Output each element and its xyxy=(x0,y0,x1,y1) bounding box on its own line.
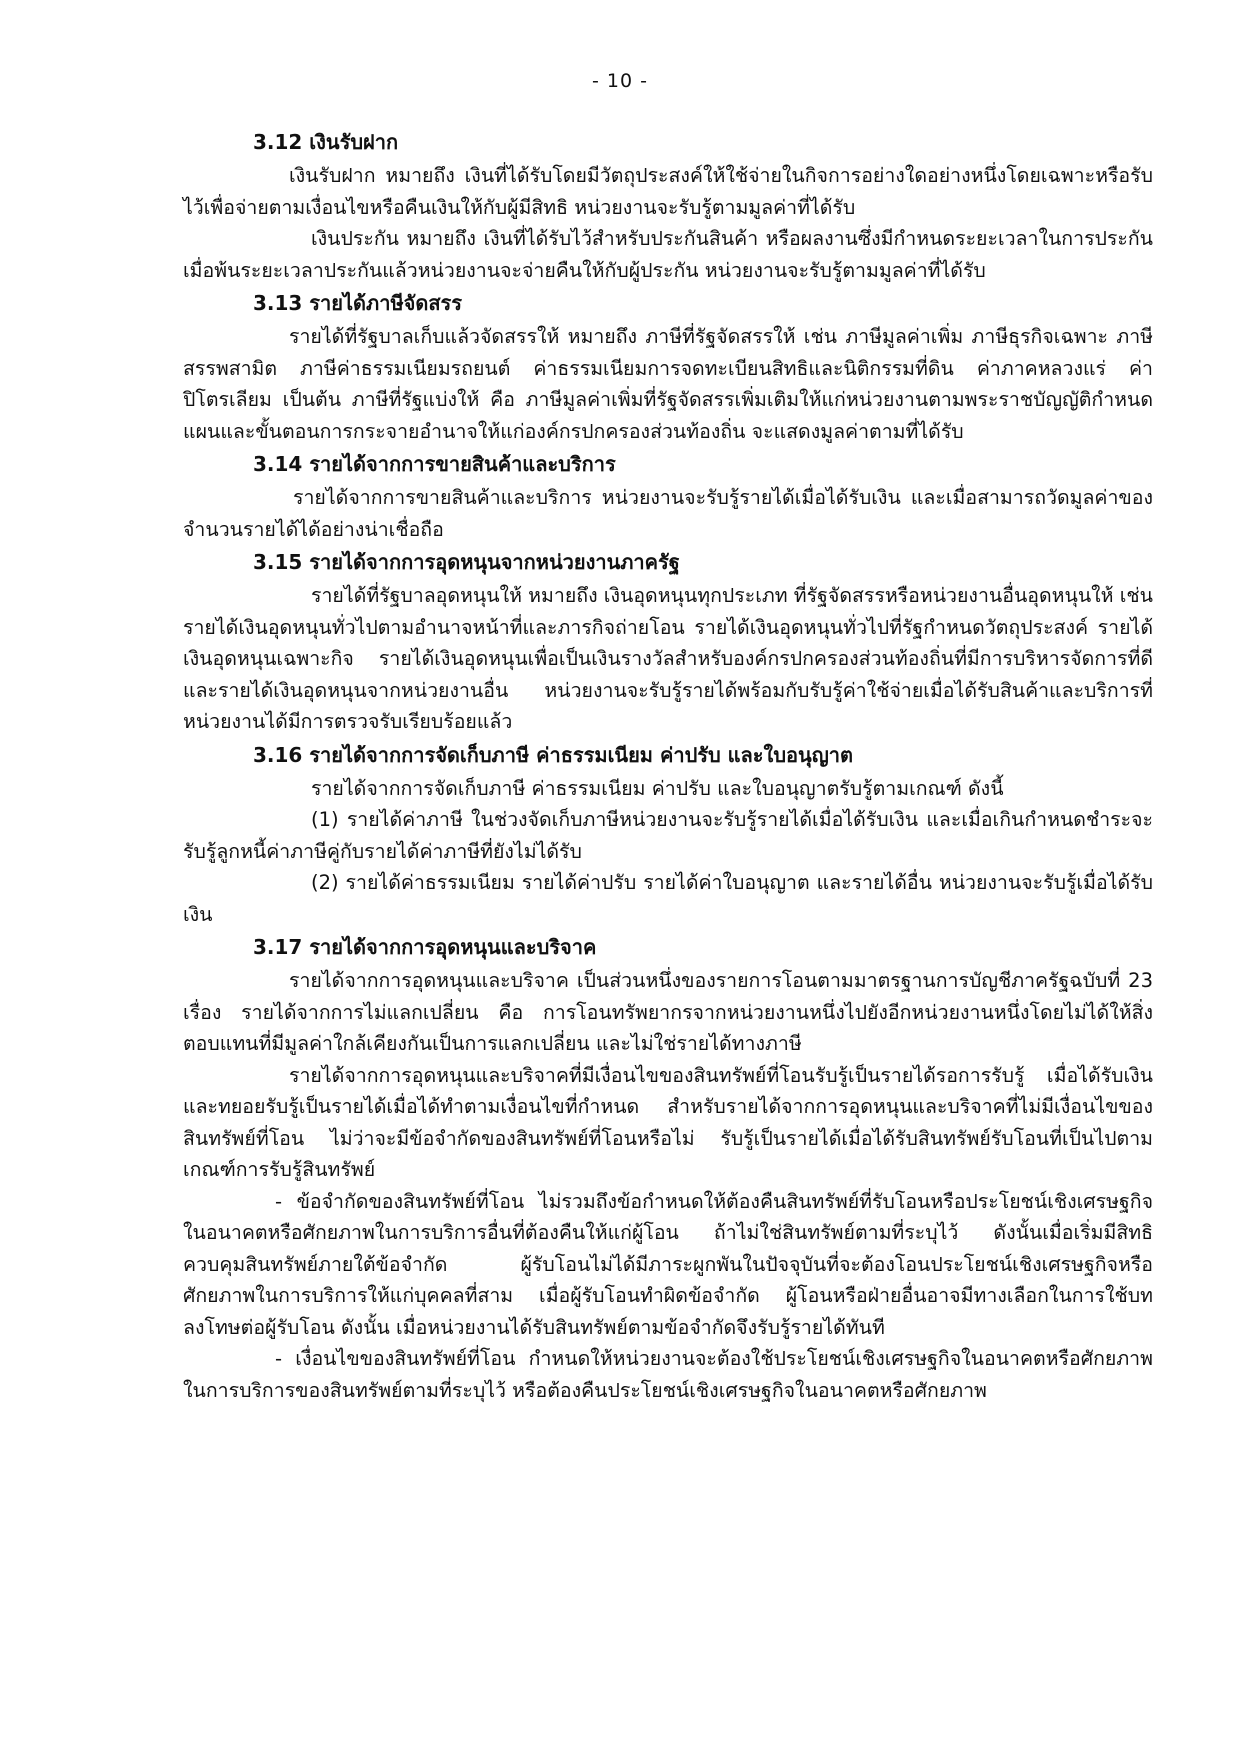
paragraph: รายได้จากการอุดหนุนและบริจาคที่มีเงื่อนไขของสินทรัพย์ที่โอนรับรู้เป็นรายได้รอการรับรู้ เมื่อได้รับเงินและทยอยรับรู้เป็นรายได้เมื่อได้ทำตามเงื่อนไขที่กำหนด สำหรับรายได้จากการอุดหนุนและบริจาคที่ไม่มีเงื่อนไขของสินทรัพย์ที่โอน ไม่ว่าจะมีข้อจำกัดของสินทรัพย์ที่โอนหรือไม่ รับรู้เป็นรายได้เมื่อได้รับสินทรัพย์รับโอนที่เป็นไปตามเกณฑ์การรับรู้สินทรัพย์ xyxy=(183,1063,1153,1181)
paragraph: - เงื่อนไขของสินทรัพย์ที่โอน กำหนดให้หน่วยงานจะต้องใช้ประโยชน์เชิงเศรษฐกิจในอนาคตหรือศักยภาพในการบริการของสินทรัพย์ตามที่ระบุไว้ หรือต้องคืนประโยชน์เชิงเศรษฐกิจในอนาคตหรือศักยภาพ xyxy=(183,1347,1153,1402)
paragraph: รายได้จากการอุดหนุนและบริจาค เป็นส่วนหนึ่งของรายการโอนตามมาตรฐานการบัญชีภาครัฐฉบับที่ 23 เรื่อง รายได้จากการไม่แลกเปลี่ยน คือ การโอนทรัพยากรจากหน่วยงานหนึ่งไปยังอีกหน่วยงานหนึ่งโดยไม่ได้ให้สิ่งตอบแทนที่มีมูลค่าใกล้เคียงกันเป็นการแลกเปลี่ยน และไม่ใช่รายได้ทางภาษี xyxy=(183,969,1153,1055)
paragraph: เงินประกัน หมายถึง เงินที่ได้รับไว้สำหรับประกันสินค้า หรือผลงานซึ่งมีกำหนดระยะเวลาในการประกัน เมื่อพ้นระยะเวลาประกันแล้วหน่วยงานจะจ่ายคืนให้กับผู้ประกัน หน่วยงานจะรับรู้ตามมูลค่าที่ได้รับ xyxy=(183,227,1153,282)
paragraph: รายได้จากการขายสินค้าและบริการ หน่วยงานจะรับรู้รายได้เมื่อได้รับเงิน และเมื่อสามารถวัดมูลค่าของจำนวนรายได้ได้อย่างน่าเชื่อถือ xyxy=(183,486,1153,541)
section-heading: 3.15 รายได้จากการอุดหนุนจากหน่วยงานภาครัฐ xyxy=(253,550,680,574)
section-heading: 3.13 รายได้ภาษีจัดสรร xyxy=(253,291,463,315)
paragraph: - ข้อจำกัดของสินทรัพย์ที่โอน ไม่รวมถึงข้อกำหนดให้ต้องคืนสินทรัพย์ที่รับโอนหรือประโยชน์เชิงเศรษฐกิจในอนาคตหรือศักยภาพในการบริการอื่นที่ต้องคืนให้แก่ผู้โอน ถ้าไม่ใช่สินทรัพย์ตามที่ระบุไว้ ดังนั้นเมื่อเริ่มมีสิทธิควบคุมสินทรัพย์ภายใต้ข้อจำกัด ผู้รับโอนไม่ได้มีภาระผูกพันในปัจจุบันที่จะต้องโอนประโยชน์เชิงเศรษฐกิจหรือศักยภาพในการบริการให้แก่บุคคลที่สาม เมื่อผู้รับโอนทำผิดข้อจำกัด ผู้โอนหรือฝ่ายอื่นอาจมีทางเลือกในการใช้บทลงโทษต่อผู้รับโอน ดังนั้น เมื่อหน่วยงานได้รับสินทรัพย์ตามข้อจำกัดจึงรับรู้รายได้ทันที xyxy=(183,1189,1153,1339)
section-heading: 3.14 รายได้จากการขายสินค้าและบริการ xyxy=(253,452,616,476)
paragraph: เงินรับฝาก หมายถึง เงินที่ได้รับโดยมีวัตถุประสงค์ให้ใช้จ่ายในกิจการอย่างใดอย่างหนึ่งโดยเฉพาะหรือรับไว้เพื่อจ่ายตามเงื่อนไขหรือคืนเงินให้กับผู้มีสิทธิ หน่วยงานจะรับรู้ตามมูลค่าที่ได้รับ xyxy=(183,164,1153,219)
paragraph: (1) รายได้ค่าภาษี ในช่วงจัดเก็บภาษีหน่วยงานจะรับรู้รายได้เมื่อได้รับเงิน และเมื่อเกินกำหนดชำระจะรับรู้ลูกหนี้ค่าภาษีคู่กับรายได้ค่าภาษีที่ยังไม่ได้รับ xyxy=(183,808,1153,863)
paragraph: รายได้จากการจัดเก็บภาษี ค่าธรรมเนียม ค่าปรับ และใบอนุญาตรับรู้ตามเกณฑ์ ดังนี้ xyxy=(311,776,1004,800)
document-body xyxy=(183,125,1153,1406)
section-heading: 3.12 เงินรับฝาก xyxy=(253,130,399,154)
page-number: - 10 - xyxy=(592,70,648,92)
section-heading: 3.17 รายได้จากการอุดหนุนและบริจาค xyxy=(253,935,597,959)
paragraph: รายได้ที่รัฐบาลเก็บแล้วจัดสรรให้ หมายถึง ภาษีที่รัฐจัดสรรให้ เช่น ภาษีมูลค่าเพิ่ม ภาษีธุรกิจเฉพาะ ภาษีสรรพสามิต ภาษีค่าธรรมเนียมรถยนต์ ค่าธรรมเนียมการจดทะเบียนสิทธิและนิติกรรมที่ดิน ค่าภาคหลวงแร่ ค่าปิโตรเลียม เป็นต้น ภาษีที่รัฐแบ่งให้ คือ ภาษีมูลค่าเพิ่มที่รัฐจัดสรรเพิ่มเติมให้แก่หน่วยงานตามพระราชบัญญัติกำหนดแผนและขั้นตอนการกระจายอำนาจให้แก่องค์กรปกครองส่วนท้องถิ่น จะแสดงมูลค่าตามที่ได้รับ xyxy=(183,325,1153,443)
paragraph: รายได้ที่รัฐบาลอุดหนุนให้ หมายถึง เงินอุดหนุนทุกประเภท ที่รัฐจัดสรรหรือหน่วยงานอื่นอุดหนุนให้ เช่น รายได้เงินอุดหนุนทั่วไปตามอำนาจหน้าที่และภารกิจถ่ายโอน รายได้เงินอุดหนุนทั่วไปที่รัฐกำหนดวัตถุประสงค์ รายได้เงินอุดหนุนเฉพาะกิจ รายได้เงินอุดหนุนเพื่อเป็นเงินรางวัลสำหรับองค์กรปกครองส่วนท้องถิ่นที่มีการบริหารจัดการที่ดี และรายได้เงินอุดหนุนจากหน่วยงานอื่น หน่วยงานจะรับรู้รายได้พร้อมกับรับรู้ค่าใช้จ่ายเมื่อได้รับสินค้าและบริการที่หน่วยงานได้มีการตรวจรับเรียบร้อยแล้ว xyxy=(183,584,1153,733)
section-heading: 3.16 รายได้จากการจัดเก็บภาษี ค่าธรรมเนียม ค่าปรับ และใบอนุญาต xyxy=(253,742,853,767)
paragraph: (2) รายได้ค่าธรรมเนียม รายได้ค่าปรับ รายได้ค่าใบอนุญาต และรายได้อื่น หน่วยงานจะรับรู้เมื่อได้รับเงิน xyxy=(183,871,1153,926)
